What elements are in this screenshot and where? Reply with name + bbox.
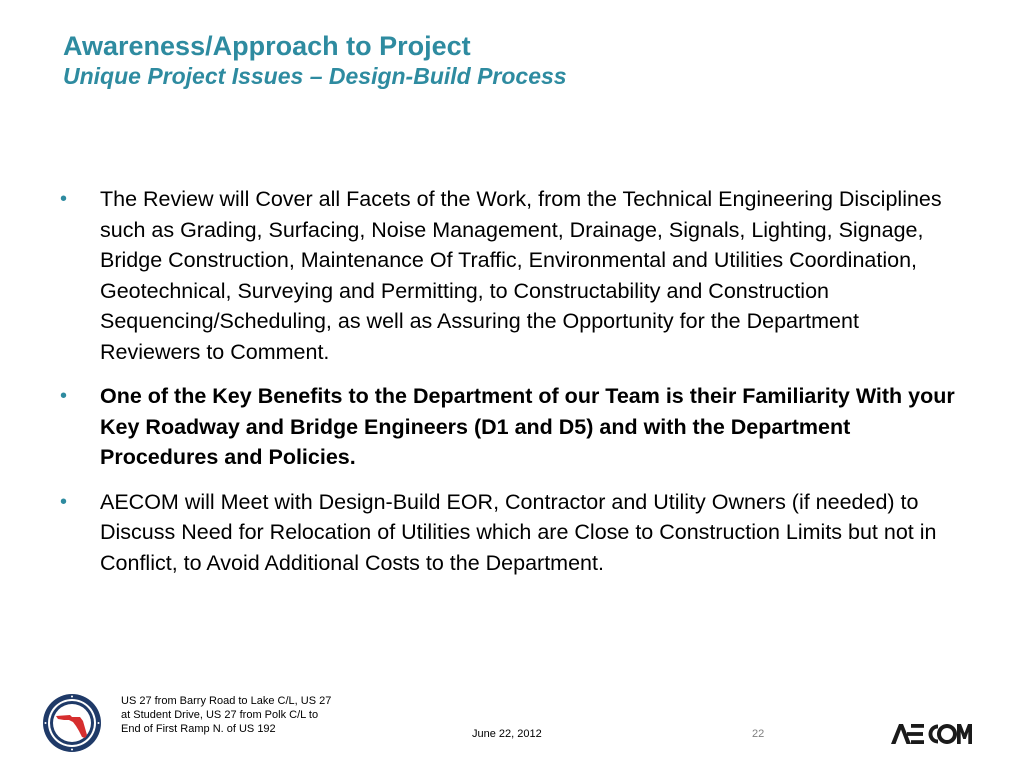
bullet-text: One of the Key Benefits to the Department of our Team is their Familiarity With your Key Roadway and Bridge Engineers (D1 and D5) and with the Department Procedures and Policies. [100, 384, 955, 469]
footer-project-text: US 27 from Barry Road to Lake C/L, US 27 at Student Drive, US 27 from Polk C/L to End of First Ramp N. of US 192 [121, 695, 332, 735]
bullet-item [56, 184, 961, 367]
slide-title: Awareness/Approach to Project [63, 31, 471, 61]
footer-page-number: 22 [752, 728, 765, 740]
bullet-text: AECOM will Meet with Design-Build EOR, Contractor and Utility Owners (if needed) to Discuss Need for Relocation of Utilities which are Close to Construction Limits but not in Conflict, to Avoid Additional Costs to the Department. [100, 489, 937, 575]
bullet-text: The Review will Cover all Facets of the Work, from the Technical Engineering Disciplines such as Grading, Surfacing, Noise Management, Drainage, Signals, Lighting, Signage, Bridge Construction, Maintenance Of Traffic, Environmental and Utilities Coordination, Geotechnical, Surveying and Permitting, to Constructability and Construction Sequencing/Scheduling, as well as Assuring the Opportunity for the Department Reviewers to Comment. [100, 187, 942, 364]
footer-date: June 22, 2012 [472, 728, 542, 740]
title-block [63, 30, 963, 90]
fdot-seal-icon [42, 693, 102, 753]
bullet-dot-icon: • [60, 490, 68, 513]
bullet-item [56, 487, 961, 579]
bullet-item-highlight [56, 381, 961, 473]
bullet-dot-icon: • [60, 188, 68, 210]
slide-subtitle: Unique Project Issues – Design-Build Process [63, 63, 567, 89]
bullet-list [56, 184, 961, 592]
aecom-logo-icon [890, 722, 972, 746]
bullet-dot-icon: • [60, 385, 68, 407]
